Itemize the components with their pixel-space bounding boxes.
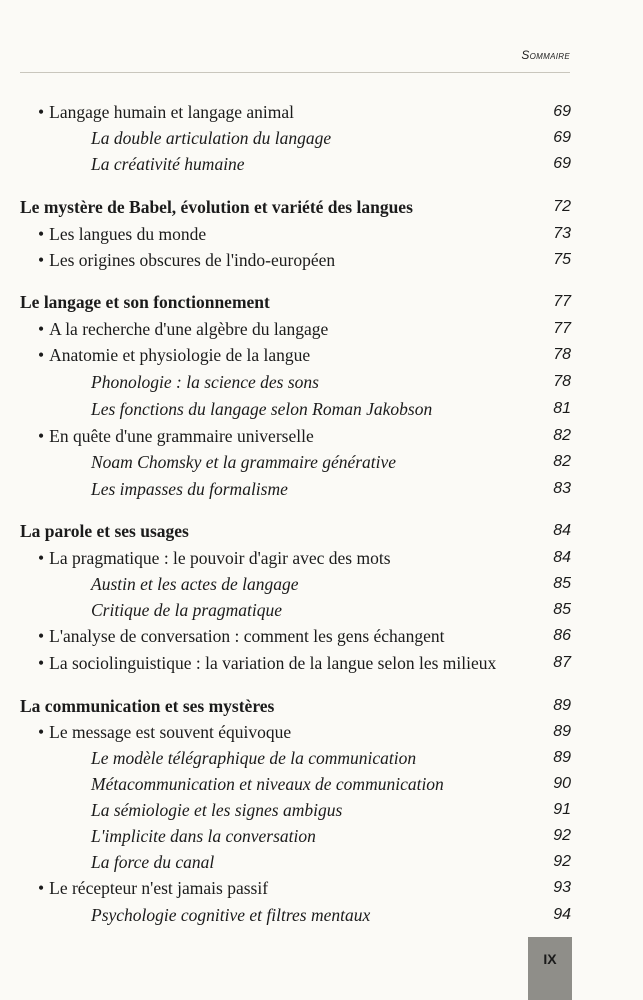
toc-entry-title xyxy=(38,343,310,367)
toc-entry-title xyxy=(91,746,416,770)
toc-entry-title xyxy=(91,152,245,176)
toc-entry-text: Les fonctions du langage selon Roman Jakobson xyxy=(91,399,433,419)
toc-entry-title xyxy=(91,370,319,394)
toc-entry-title xyxy=(91,772,444,796)
toc-entry-title xyxy=(91,850,214,874)
toc-page-number: 82 xyxy=(553,453,571,470)
toc-page-number: 69 xyxy=(553,155,571,172)
toc-entry-text: Le récepteur n'est jamais passif xyxy=(49,878,269,898)
toc-entry-text: A la recherche d'une algèbre du langage xyxy=(49,319,329,339)
toc-page-number: 87 xyxy=(553,654,571,671)
toc-entry-text: Le langage et son fonctionnement xyxy=(20,292,270,312)
toc-entry-title xyxy=(91,450,396,474)
toc-entry-title xyxy=(38,222,206,246)
toc-item xyxy=(0,651,643,675)
toc-entry-text: La créativité humaine xyxy=(91,154,245,174)
toc-section xyxy=(0,195,643,219)
bullet-icon: • xyxy=(38,319,45,339)
toc-entry-text: Langage humain et langage animal xyxy=(49,102,295,122)
toc-entry-text: Le message est souvent équivoque xyxy=(49,722,292,742)
toc-page-number: 85 xyxy=(553,575,571,592)
toc-section xyxy=(0,694,643,718)
toc-subitem xyxy=(0,850,643,874)
toc-page-number: 94 xyxy=(553,906,571,923)
toc-item xyxy=(0,343,643,367)
toc-section xyxy=(0,290,643,314)
toc-entry-text: Le modèle télégraphique de la communication xyxy=(91,748,417,768)
toc-entry-text: Noam Chomsky et la grammaire générative xyxy=(91,452,397,472)
toc-entry-text: La parole et ses usages xyxy=(20,521,189,541)
toc-page-number: 89 xyxy=(553,749,571,766)
toc-item xyxy=(0,546,643,570)
toc-entry-title xyxy=(91,126,331,150)
toc-entry-text: Anatomie et physiologie de la langue xyxy=(49,345,311,365)
toc-item xyxy=(0,100,643,124)
toc-page-number: 92 xyxy=(553,853,571,870)
toc-page-number: 75 xyxy=(553,251,571,268)
toc-entry-text: Psychologie cognitive et filtres mentaux xyxy=(91,905,371,925)
bullet-icon: • xyxy=(38,878,45,898)
bullet-icon: • xyxy=(38,224,45,244)
toc-page-number: 86 xyxy=(553,627,571,644)
toc-entry-title xyxy=(38,248,335,272)
toc-subitem xyxy=(0,152,643,176)
toc-entry-text: L'analyse de conversation : comment les gens échangent xyxy=(49,626,445,646)
toc-entry-text: L'implicite dans la conversation xyxy=(91,826,316,846)
toc-entry-title xyxy=(91,477,288,501)
toc-page-number: 69 xyxy=(553,129,571,146)
toc-entry-text: Critique de la pragmatique xyxy=(91,600,283,620)
toc-entry-text: En quête d'une grammaire universelle xyxy=(49,426,314,446)
toc-entry-title xyxy=(38,546,391,570)
toc-entry-text: Phonologie : la science des sons xyxy=(91,372,319,392)
bullet-icon: • xyxy=(38,250,45,270)
toc-page-number: 84 xyxy=(553,522,571,539)
toc-item xyxy=(0,248,643,272)
toc-entry-text: La communication et ses mystères xyxy=(20,696,275,716)
toc-item xyxy=(0,876,643,900)
toc-entry-text: La sémiologie et les signes ambigus xyxy=(91,800,343,820)
toc-entry-text: La double articulation du langage xyxy=(91,128,332,148)
toc-entry-title xyxy=(20,694,274,718)
toc-entry-title xyxy=(91,598,282,622)
bullet-icon: • xyxy=(38,626,45,646)
toc-page-number: 81 xyxy=(553,400,571,417)
toc-entry-text: Métacommunication et niveaux de communication xyxy=(91,774,444,794)
toc-page-number: 77 xyxy=(553,320,571,337)
toc-entry-title xyxy=(38,100,294,124)
page-folio: IX xyxy=(528,937,572,1000)
toc-entry-text: Austin et les actes de langage xyxy=(91,574,299,594)
toc-entry-text: La force du canal xyxy=(91,852,215,872)
toc-item xyxy=(0,624,643,648)
toc-page-number: 73 xyxy=(553,225,571,242)
toc-subitem xyxy=(0,772,643,796)
toc-page-number: 69 xyxy=(553,103,571,120)
toc-page-number: 72 xyxy=(553,198,571,215)
toc-page-number: 89 xyxy=(553,697,571,714)
toc-item xyxy=(0,720,643,744)
toc-entry-title xyxy=(38,624,444,648)
toc-entry-title xyxy=(38,651,496,675)
toc-entry-title xyxy=(20,195,413,219)
running-header: Sommaire xyxy=(521,48,570,62)
toc-subitem xyxy=(0,746,643,770)
toc-subitem xyxy=(0,572,643,596)
toc-entry-title xyxy=(91,572,299,596)
toc-entry-text: La pragmatique : le pouvoir d'agir avec des mots xyxy=(49,548,391,568)
toc-entry-text: La sociolinguistique : la variation de la langue selon les milieux xyxy=(49,653,497,673)
toc-page-number: 78 xyxy=(553,346,571,363)
toc-entry-title xyxy=(38,720,291,744)
toc-page-number: 91 xyxy=(553,801,571,818)
toc-page-number: 89 xyxy=(553,723,571,740)
toc-page-number: 82 xyxy=(553,427,571,444)
toc-page-number: 90 xyxy=(553,775,571,792)
toc-entry-title xyxy=(91,903,370,927)
bullet-icon: • xyxy=(38,548,45,568)
toc-subitem xyxy=(0,450,643,474)
toc-entry-title xyxy=(20,519,189,543)
toc-page-number: 78 xyxy=(553,373,571,390)
toc-page-number: 83 xyxy=(553,480,571,497)
toc-entry-title xyxy=(91,824,316,848)
toc-entry-title xyxy=(91,798,342,822)
bullet-icon: • xyxy=(38,653,45,673)
toc-subitem xyxy=(0,126,643,150)
toc-page-number: 93 xyxy=(553,879,571,896)
toc-subitem xyxy=(0,903,643,927)
toc-entry-title xyxy=(20,290,270,314)
bullet-icon: • xyxy=(38,345,45,365)
bullet-icon: • xyxy=(38,102,45,122)
toc-entry-title xyxy=(38,424,314,448)
toc-page-number: 84 xyxy=(553,549,571,566)
bullet-icon: • xyxy=(38,722,45,742)
toc-page-number: 85 xyxy=(553,601,571,618)
toc-subitem xyxy=(0,370,643,394)
bullet-icon: • xyxy=(38,426,45,446)
toc-subitem xyxy=(0,598,643,622)
header-rule xyxy=(20,72,570,73)
toc-subitem xyxy=(0,397,643,421)
toc-entry-text: Les origines obscures de l'indo-européen xyxy=(49,250,336,270)
toc-subitem xyxy=(0,798,643,822)
toc-item xyxy=(0,424,643,448)
toc-item xyxy=(0,222,643,246)
toc-entry-title xyxy=(38,317,328,341)
toc-section xyxy=(0,519,643,543)
toc-entry-text: Les impasses du formalisme xyxy=(91,479,288,499)
toc-entry-text: Le mystère de Babel, évolution et variété des langues xyxy=(20,197,413,217)
toc-item xyxy=(0,317,643,341)
toc-entry-title xyxy=(38,876,268,900)
toc-entry-text: Les langues du monde xyxy=(49,224,207,244)
toc-page-number: 77 xyxy=(553,293,571,310)
toc-page-number: 92 xyxy=(553,827,571,844)
toc-subitem xyxy=(0,477,643,501)
toc-entry-title xyxy=(91,397,432,421)
toc-subitem xyxy=(0,824,643,848)
